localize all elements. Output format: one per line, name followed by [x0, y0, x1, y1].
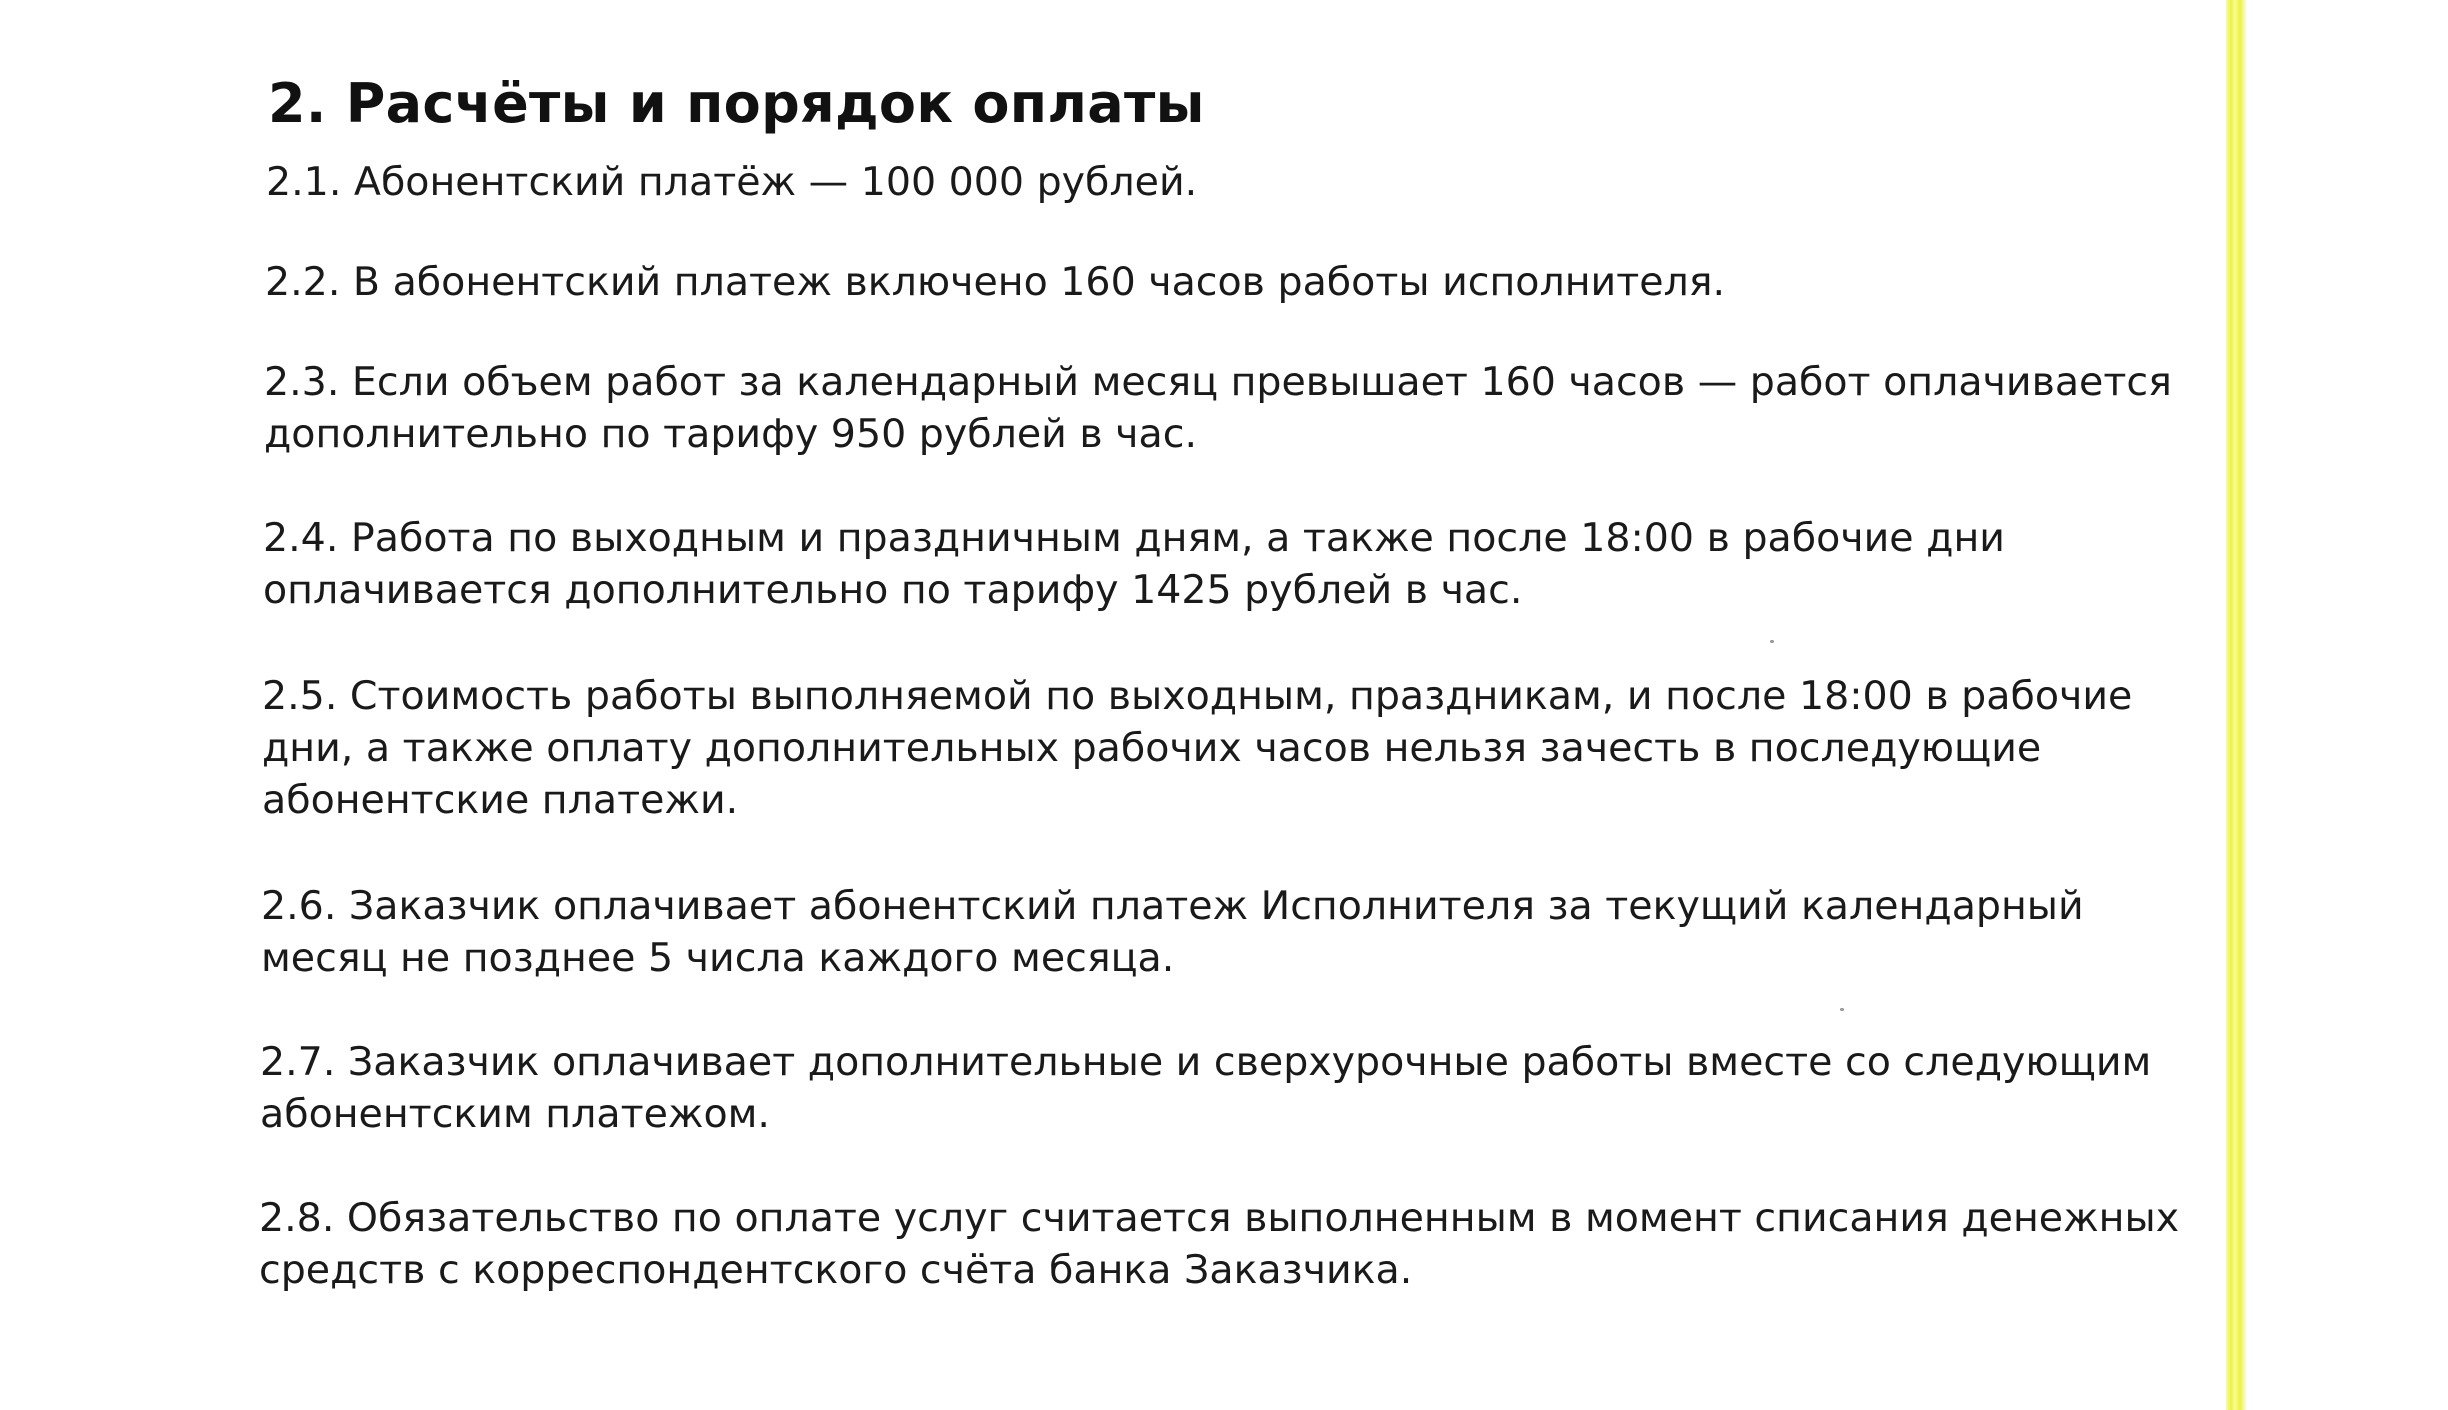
section-heading: 2. Расчёты и порядок оплаты: [268, 72, 1205, 135]
clause-2-2: 2.2. В абонентский платеж включено 160 часов работы исполнителя.: [265, 259, 1726, 305]
clause-2-5: 2.5. Стоимость работы выполняемой по выходным, праздникам, и после 18:00 в рабочие дни, а также оплату дополнительных рабочих часов нельзя зачесть в последующие абонентские платежи.: [262, 673, 2133, 823]
section-content: [258, 70, 2208, 1296]
clause-2-4: 2.4. Работа по выходным и праздничным дням, а также после 18:00 в рабочие дни оплачивается дополнительно по тарифу 1425 рублей в час.: [263, 515, 2005, 613]
clause-list: [258, 156, 2208, 1296]
scan-speck: [1770, 640, 1774, 643]
clause-2-3: 2.3. Если объем работ за календарный месяц превышает 160 часов — работ оплачивается дополнительно по тарифу 950 рублей в час.: [264, 359, 2172, 457]
scan-edge-stripe: [2226, 0, 2246, 1410]
clause-2-6: 2.6. Заказчик оплачивает абонентский платеж Исполнителя за текущий календарный месяц не позднее 5 числа каждого месяца.: [261, 883, 2084, 981]
scan-speck: [1840, 1008, 1844, 1011]
clause-2-1: 2.1. Абонентский платёж — 100 000 рублей.: [266, 159, 1198, 205]
clause-2-7: 2.7. Заказчик оплачивает дополнительные и сверхурочные работы вместе со следующим абонентским платежом.: [260, 1039, 2152, 1137]
clause-2-8: 2.8. Обязательство по оплате услуг считается выполненным в момент списания денежных средств с корреспондентского счёта банка Заказчика.: [259, 1195, 2180, 1293]
